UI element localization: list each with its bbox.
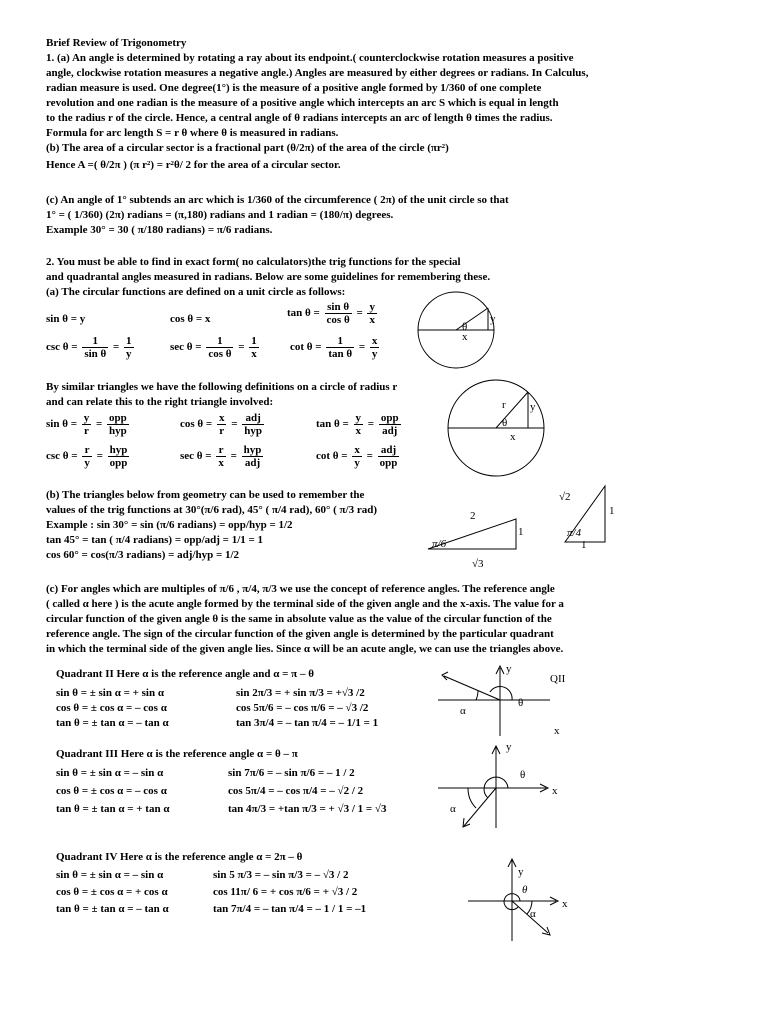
alpha-label: α <box>530 908 536 920</box>
formula-line: tan 7π/4 = – tan π/4 = – 1 / 1 = –1 <box>213 903 367 915</box>
equals: = <box>356 307 363 320</box>
numerator: y <box>83 412 90 424</box>
sec-unit-def <box>170 335 261 360</box>
theta-label: θ <box>502 417 508 429</box>
unit-circle-figure <box>410 290 510 370</box>
x-label: x <box>462 331 468 343</box>
numerator: 1 <box>126 335 132 347</box>
q4-diagram <box>462 855 582 945</box>
equals: = <box>367 418 375 431</box>
text-line: and quadrantal angles measured in radians. Below are some guidelines for remembering these. <box>46 271 491 283</box>
denominator: r <box>84 425 89 437</box>
denominator: cos θ <box>208 348 232 360</box>
numerator: x <box>371 335 378 347</box>
section-1c <box>46 193 686 238</box>
adj-label: 1 <box>581 539 587 551</box>
formula-line: cos θ = ± cos α = + cos α <box>56 886 168 898</box>
sec-label: sec θ = <box>170 341 202 354</box>
cos-radius-def <box>180 412 266 437</box>
text-line: Example 30° = 30 ( π/180 radians) = π/6 radians. <box>46 224 273 236</box>
opp-label: 1 <box>609 505 615 517</box>
fraction <box>370 335 380 360</box>
q3-left-formulas <box>56 764 169 818</box>
text-line: (c) For angles which are multiples of π/6 , π/4, π/3 we use the concept of reference angles. The reference angle <box>46 583 555 595</box>
formula-line: sin θ = ± sin α = – sin α <box>56 869 164 881</box>
equals: = <box>96 450 103 463</box>
formula-line: cos θ = ± cos α = – cos α <box>56 785 167 797</box>
numerator: hyp <box>243 444 262 456</box>
equals: = <box>113 341 120 354</box>
denominator: opp <box>109 457 128 469</box>
tan-label: tan θ = <box>287 307 320 320</box>
y-label: y <box>530 401 536 413</box>
triangle-45-45-90 <box>555 480 625 550</box>
q4-right-formulas <box>213 867 366 918</box>
formula-line: cos 5π/6 = – cos π/6 = – √3 /2 <box>236 702 369 714</box>
fraction <box>249 335 259 360</box>
numerator: sin θ <box>325 301 352 314</box>
intro-section <box>46 36 686 173</box>
tan-radius-def <box>316 412 403 437</box>
text-line: tan 45° = tan ( π/4 radians) = opp/adj = 1/1 = 1 <box>46 534 264 546</box>
text-line: (b) The area of a circular sector is a fractional part (θ/2π) of the area of the circle (πr²) <box>46 142 449 154</box>
formula-line: tan 4π/3 = +tan π/3 = + √3 / 1 = √3 <box>228 803 387 815</box>
denominator: r <box>219 425 225 437</box>
formula-line: sin θ = ± sin α = + sin α <box>56 687 164 699</box>
fraction <box>242 444 264 469</box>
alpha-label: α <box>460 705 466 717</box>
equals: = <box>230 450 237 463</box>
formula-line: tan θ = ± tan α = – tan α <box>56 903 169 915</box>
tan-label: tan θ = <box>316 418 349 431</box>
denominator: y <box>354 457 360 469</box>
radius-line <box>456 308 488 330</box>
radius-line <box>496 392 528 428</box>
formula-line: tan 3π/4 = – tan π/4 = – 1/1 = 1 <box>236 717 379 729</box>
text-line: (c) An angle of 1° subtends an arc which is 1/360 of the circumference ( 2π) of the unit circle so that <box>46 194 509 206</box>
q4-left-formulas <box>56 867 169 918</box>
q2-right-formulas <box>236 686 378 731</box>
formula-line: sin 5 π/3 = – sin π/3 = – √3 / 2 <box>213 869 349 881</box>
r-label: r <box>502 399 506 411</box>
tan-unit-def <box>287 301 379 326</box>
sin-unit-def: sin θ = y <box>46 313 86 325</box>
x-label: x <box>554 725 560 737</box>
csc-radius-def <box>46 444 131 469</box>
csc-label: csc θ = <box>46 450 78 463</box>
cot-label: cot θ = <box>290 341 322 354</box>
fraction <box>242 412 264 437</box>
fraction <box>352 444 362 469</box>
denominator: y <box>126 348 132 360</box>
numerator: y <box>369 301 375 313</box>
denominator: x <box>369 314 375 326</box>
fraction <box>216 444 226 469</box>
terminal-side <box>444 676 500 700</box>
q2-heading: Quadrant II Here α is the reference angle and α = π – θ <box>56 668 314 680</box>
sec-label: sec θ = <box>180 450 212 463</box>
formula-line: tan θ = ± tan α = + tan α <box>56 803 170 815</box>
y-label: y <box>506 663 512 675</box>
fraction <box>325 301 352 326</box>
fraction <box>378 444 400 469</box>
hyp-label: √2 <box>559 491 571 503</box>
equals: = <box>95 418 103 431</box>
angle-label: π/6 <box>432 538 447 550</box>
numerator: x <box>354 444 360 456</box>
denominator: adj <box>244 457 261 469</box>
theta-label: θ <box>518 697 524 709</box>
q2-left-formulas <box>56 686 169 731</box>
fraction <box>108 444 130 469</box>
denominator: y <box>84 457 90 469</box>
text-line: 1. (a) An angle is determined by rotating a ray about its endpoint.( counterclockwise rotation measures a positive <box>46 52 574 64</box>
formula-line: sin θ = ± sin α = – sin α <box>56 767 164 779</box>
fraction <box>206 335 233 360</box>
text-line: values of the trig functions at 30°(π/6 rad), 45° ( π/4 rad), 60° ( π/3 rad) <box>46 504 377 516</box>
denominator: x <box>251 348 257 360</box>
numerator: 1 <box>251 335 257 347</box>
text-line: radian measure is used. One degree(1°) is the measure of a positive angle formed by 1/360 of one complete <box>46 82 542 94</box>
formula-line: cos 11π/ 6 = + cos π/6 = + √3 / 2 <box>213 886 358 898</box>
sin-radius-def <box>46 412 131 437</box>
denominator: opp <box>379 457 398 469</box>
denominator: hyp <box>109 425 127 437</box>
denominator: adj <box>382 425 398 437</box>
numerator: opp <box>109 412 127 424</box>
text-line: Hence A =( θ/2π ) (π r²) = r²θ/ 2 for the area of a circular sector. <box>46 159 341 171</box>
numerator: r <box>82 444 92 457</box>
text-line: and can relate this to the right triangle involved: <box>46 396 274 408</box>
numerator: opp <box>380 412 399 424</box>
numerator: hyp <box>109 444 128 456</box>
theta-label: θ <box>520 769 526 781</box>
q2-diagram <box>430 662 580 740</box>
text-line: circular function of the given angle θ is the same in absolute value as the value of the circular function of the <box>46 613 552 625</box>
theta-label: θ <box>522 884 528 896</box>
document-title: Brief Review of Trigonometry <box>46 37 187 49</box>
triangle-30-60-90 <box>424 505 534 575</box>
formula-line: tan θ = ± tan α = – tan α <box>56 717 169 729</box>
numerator: x <box>218 412 225 424</box>
fraction <box>107 412 129 437</box>
q3-heading: Quadrant III Here α is the reference angle α = θ – π <box>56 748 298 760</box>
text-line: to the radius r of the circle. Hence, a central angle of θ radians intercepts an arc of length θ times the radius. <box>46 112 553 124</box>
section-2 <box>46 255 686 300</box>
text-line: revolution and one radian is the measure of a positive angle which intercepts an arc S which is equal in length <box>46 97 559 109</box>
formula-line: sin 7π/6 = – sin π/6 = – 1 / 2 <box>228 767 355 779</box>
numerator: y <box>355 412 362 424</box>
cos-label: cos θ = <box>180 418 213 431</box>
text-line: cos 60° = cos(π/3 radians) = adj/hyp = 1/2 <box>46 549 240 561</box>
theta-arc <box>490 686 512 700</box>
similar-triangles-text <box>46 380 686 410</box>
csc-unit-def <box>46 335 136 360</box>
cot-unit-def <box>290 335 381 360</box>
y-label: y <box>518 866 524 878</box>
denominator: cos θ <box>326 314 350 326</box>
equals: = <box>238 341 245 354</box>
denominator: hyp <box>244 425 262 437</box>
text-line: in which the terminal side of the given angle lies. Since α will be an acute angle, we can use the triangles above. <box>46 643 564 655</box>
hyp-label: 2 <box>470 510 476 522</box>
sin-label: sin θ = <box>46 418 77 431</box>
formula-line: cos 5π/4 = – cos π/4 = – √2 / 2 <box>228 785 364 797</box>
adj-label: √3 <box>472 558 484 570</box>
csc-label: csc θ = <box>46 341 78 354</box>
fraction <box>82 412 92 437</box>
equals: = <box>366 450 373 463</box>
fraction <box>379 412 401 437</box>
numerator: 1 <box>82 335 108 348</box>
cos-unit-def: cos θ = x <box>170 313 211 325</box>
text-line: By similar triangles we have the following definitions on a circle of radius r <box>46 381 398 393</box>
fraction <box>82 335 108 360</box>
opp-label: 1 <box>518 526 524 538</box>
alpha-arc <box>468 788 476 808</box>
q3-diagram <box>430 742 580 832</box>
denominator: x <box>218 457 224 469</box>
section-2c <box>46 582 726 657</box>
denominator: sin θ <box>84 348 107 360</box>
radius-circle-figure <box>440 378 550 478</box>
alpha-arc <box>476 691 478 700</box>
formula-line: sin 2π/3 = + sin π/3 = +√3 /2 <box>236 687 365 699</box>
text-line: (a) The circular functions are defined on a unit circle as follows: <box>46 286 346 298</box>
fraction <box>217 412 227 437</box>
cot-label: cot θ = <box>316 450 348 463</box>
text-line: (b) The triangles below from geometry can be used to remember the <box>46 489 365 501</box>
text-line: angle, clockwise rotation measures a negative angle.) Angles are measured by either degrees or radians. In Calculus, <box>46 67 589 79</box>
fraction <box>326 335 354 360</box>
numerator: 1 <box>206 335 233 348</box>
fraction <box>354 412 364 437</box>
theta-label: θ <box>462 321 468 333</box>
formula-line: cos θ = ± cos α = – cos α <box>56 702 167 714</box>
quadrant-label: QII <box>550 673 566 685</box>
text-line: 1° = ( 1/360) (2π) radians = (π,180) radians and 1 radian = (180/π) degrees. <box>46 209 394 221</box>
numerator: adj <box>242 412 264 425</box>
fraction <box>82 444 92 469</box>
text-line: Example : sin 30° = sin (π/6 radians) = opp/hyp = 1/2 <box>46 519 293 531</box>
y-label: y <box>506 741 512 753</box>
text-line: 2. You must be able to find in exact form( no calculators)the trig functions for the special <box>46 256 461 268</box>
denominator: tan θ <box>328 348 353 360</box>
denominator: x <box>355 425 362 437</box>
x-label: x <box>510 431 516 443</box>
numerator: r <box>216 444 226 457</box>
q3-right-formulas <box>228 764 386 818</box>
numerator: adj <box>378 444 400 457</box>
equals: = <box>231 418 238 431</box>
numerator: 1 <box>326 335 354 348</box>
angle-label: π/4 <box>567 527 582 539</box>
alpha-label: α <box>450 803 456 815</box>
fraction <box>367 301 377 326</box>
text-line: reference angle. The sign of the circular function of the given angle is determined by the particular quadrant <box>46 628 554 640</box>
y-label: y <box>490 313 496 325</box>
text-line: Formula for arc length S = r θ where θ is measured in radians. <box>46 127 339 139</box>
equals: = <box>358 341 366 354</box>
x-label: x <box>562 898 568 910</box>
x-label: x <box>552 785 558 797</box>
sec-radius-def <box>180 444 265 469</box>
cot-radius-def <box>316 444 401 469</box>
q4-heading: Quadrant IV Here α is the reference angle α = 2π – θ <box>56 851 303 863</box>
text-line: ( called α here ) is the acute angle formed by the terminal side of the given angle and the x-axis. The value for a <box>46 598 564 610</box>
denominator: y <box>371 348 378 360</box>
fraction <box>124 335 134 360</box>
